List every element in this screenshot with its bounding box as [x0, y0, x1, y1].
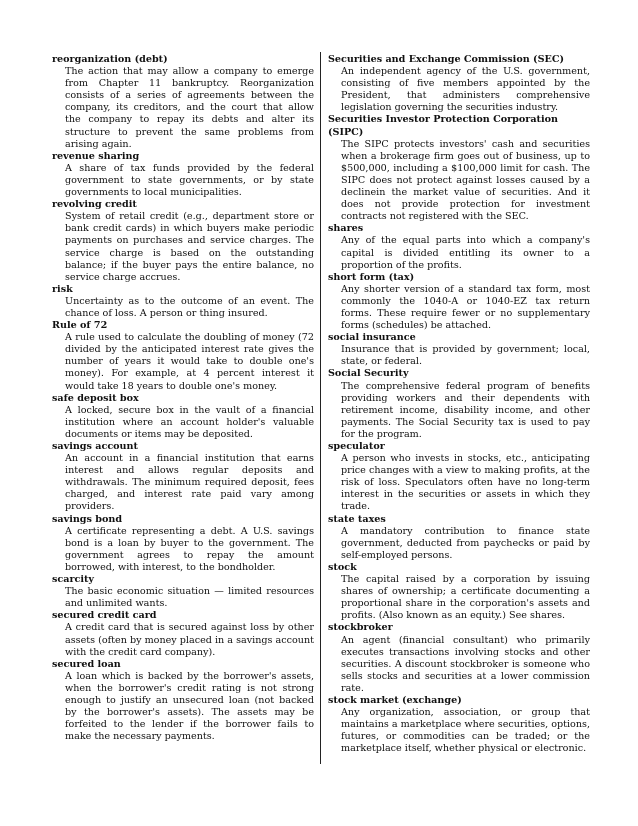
left-column	[52, 54, 314, 743]
glossary-term: savings bond	[52, 513, 123, 525]
glossary-entry-scarcity	[52, 574, 314, 610]
glossary-entry-shares	[328, 223, 590, 271]
glossary-entry-social-security	[328, 368, 590, 441]
glossary-entry-stock-market-exchange	[328, 695, 590, 755]
glossary-term: short form (tax)	[328, 271, 415, 283]
glossary-definition: A rule used to calculate the doubling of money (72 divided by the anticipated interest rate gives the number of years it would take to double one's money). For example, at 4 percent interest it would take 18 years to double one's money.	[65, 332, 314, 392]
glossary-definition: A mandatory contribution to finance state government, deducted from paychecks or paid by self-employed persons.	[341, 525, 590, 561]
glossary-entry-stockbroker	[328, 622, 590, 695]
glossary-term: revolving credit	[52, 199, 137, 211]
glossary-term: Rule of 72	[52, 320, 108, 332]
glossary-entry-revolving-credit	[52, 199, 314, 284]
glossary-definition: The capital raised by a corporation by issuing shares of ownership; a certificate documenting a proportional share in the corporation's assets and profits. (Also known as an equity.) See shares.	[341, 574, 590, 622]
glossary-entry-risk	[52, 284, 314, 320]
glossary-definition: The action that may allow a company to emerge from Chapter 11 bankruptcy. Reorganization consists of a series of agreements between the company, its creditors, and the court that allow the company to repay its debts and alter its structure to prevent the same problems from arising again.	[65, 66, 314, 150]
glossary-entry-savings-account	[52, 441, 314, 514]
glossary-definition: An account in a financial institution that earns interest and allows regular deposits and withdrawals. The minimum required deposit, fees charged, and interest rate paid vary among providers.	[65, 453, 314, 513]
glossary-entry-rule-of-72	[52, 320, 314, 393]
glossary-definition: A certificate representing a debt. A U.S. savings bond is a loan by buyer to the government. The government agrees to repay the amount borrowed, with interest, to the bondholder.	[65, 525, 314, 573]
glossary-entry-safe-deposit-box	[52, 393, 314, 441]
glossary-definition: An independent agency of the U.S. government, consisting of five members appointed by the President, that administers comprehensive legislation governing the securities industry.	[341, 66, 590, 114]
glossary-term: risk	[52, 283, 73, 295]
glossary-definition: A share of tax funds provided by the federal government to state governments, or by state governments to local municipalities.	[65, 162, 314, 199]
glossary-definition: A credit card that is secured against loss by other assets (often by money placed in a savings account with the credit card company).	[65, 622, 314, 658]
glossary-definition: Insurance that is provided by government; local, state, or federal.	[341, 344, 590, 368]
glossary-definition: An agent (financial consultant) who primarily executes transactions involving stocks and other securities. A discount stockbroker is someone who sells stocks and securities at a lower commission rate.	[341, 634, 590, 694]
glossary-term: Securities Investor Protection Corporation (SIPC)	[328, 114, 558, 138]
glossary-term: Social Security	[328, 368, 409, 380]
glossary-term: scarcity	[52, 574, 95, 586]
glossary-definition: The comprehensive federal program of benefits providing workers and their dependents with retirement income, disability income, and other payments. The Social Security tax is used to pay for the program.	[341, 380, 590, 440]
glossary-entry-securities-investor-protection-corporation-sipc	[328, 114, 590, 223]
glossary-term: secured loan	[52, 658, 121, 670]
glossary-definition: Any of the equal parts into which a company's capital is divided entitling its owner to a proportion of the profits.	[341, 235, 590, 271]
glossary-term: speculator	[328, 441, 385, 452]
glossary-definition: Any organization, association, or group that maintains a marketplace where securities, options, futures, or commodities can be traded; or the marketplace itself, whether physical or electronic.	[341, 707, 590, 755]
right-column	[328, 54, 590, 755]
glossary-entry-speculator	[328, 441, 590, 514]
glossary-term: stock	[328, 561, 357, 573]
glossary-entry-reorganization-debt	[52, 54, 314, 151]
glossary-term: reorganization (debt)	[52, 54, 168, 65]
glossary-term: revenue sharing	[52, 150, 140, 162]
glossary-term: shares	[328, 223, 364, 235]
glossary-definition: System of retail credit (e.g., department store or bank credit cards) in which buyers make periodic payments on purchases and service charges. The service charge is based on the outstanding balance; if the buyer pays the entire balance, no service charge accrues.	[65, 211, 314, 283]
glossary-entry-short-form-tax	[328, 272, 590, 332]
glossary-definition: The basic economic situation — limited resources and unlimited wants.	[65, 586, 314, 610]
glossary-entry-state-taxes	[328, 514, 590, 562]
glossary-term: safe deposit box	[52, 392, 139, 404]
glossary-entry-social-insurance	[328, 332, 590, 368]
glossary-definition: A locked, secure box in the vault of a financial institution where an account holder's valuable documents or items may be deposited.	[65, 404, 314, 440]
glossary-term: state taxes	[328, 513, 386, 525]
glossary-entry-revenue-sharing	[52, 151, 314, 199]
glossary-entry-secured-loan	[52, 659, 314, 744]
glossary-entry-savings-bond	[52, 514, 314, 574]
glossary-entry-secured-credit-card	[52, 610, 314, 658]
glossary-term: secured credit card	[52, 610, 157, 622]
glossary-definition: The SIPC protects investors' cash and securities when a brokerage firm goes out of business, up to $500,000, including a $100,000 limit for cash. The SIPC does not protect against losses caused by a declinein the market value of securities. And it does not provide protection for investment contracts not registered with the SEC.	[341, 138, 590, 223]
glossary-definition: A loan which is backed by the borrower's assets, when the borrower's credit rating is not strong enough to justify an unsecured loan (not backed by the borrower's assets). The assets may be forfeited to the lender if the borrower fails to make the necessary payments.	[65, 670, 314, 743]
glossary-definition: Uncertainty as to the outcome of an event. The chance of loss. A person or thing insured.	[65, 295, 314, 319]
glossary-definition: A person who invests in stocks, etc., anticipating price changes with a view to making profits, at the risk of loss. Speculators often have no long-term interest in the securities or assets in which they trade.	[341, 453, 590, 513]
glossary-term: social insurance	[328, 332, 416, 344]
glossary-entry-stock	[328, 562, 590, 622]
glossary-term: Securities and Exchange Commission (SEC)	[328, 54, 564, 65]
glossary-definition: Any shorter version of a standard tax form, most commonly the 1040-A or 1040-EZ tax return forms. These require fewer or no supplementary forms (schedules) be attached.	[341, 283, 590, 332]
glossary-term: stockbroker	[328, 622, 393, 634]
glossary-term: savings account	[52, 441, 138, 452]
glossary-entry-securities-and-exchange-commission-sec	[328, 54, 590, 114]
glossary-term: stock market (exchange)	[328, 694, 462, 706]
column-divider	[320, 52, 321, 764]
